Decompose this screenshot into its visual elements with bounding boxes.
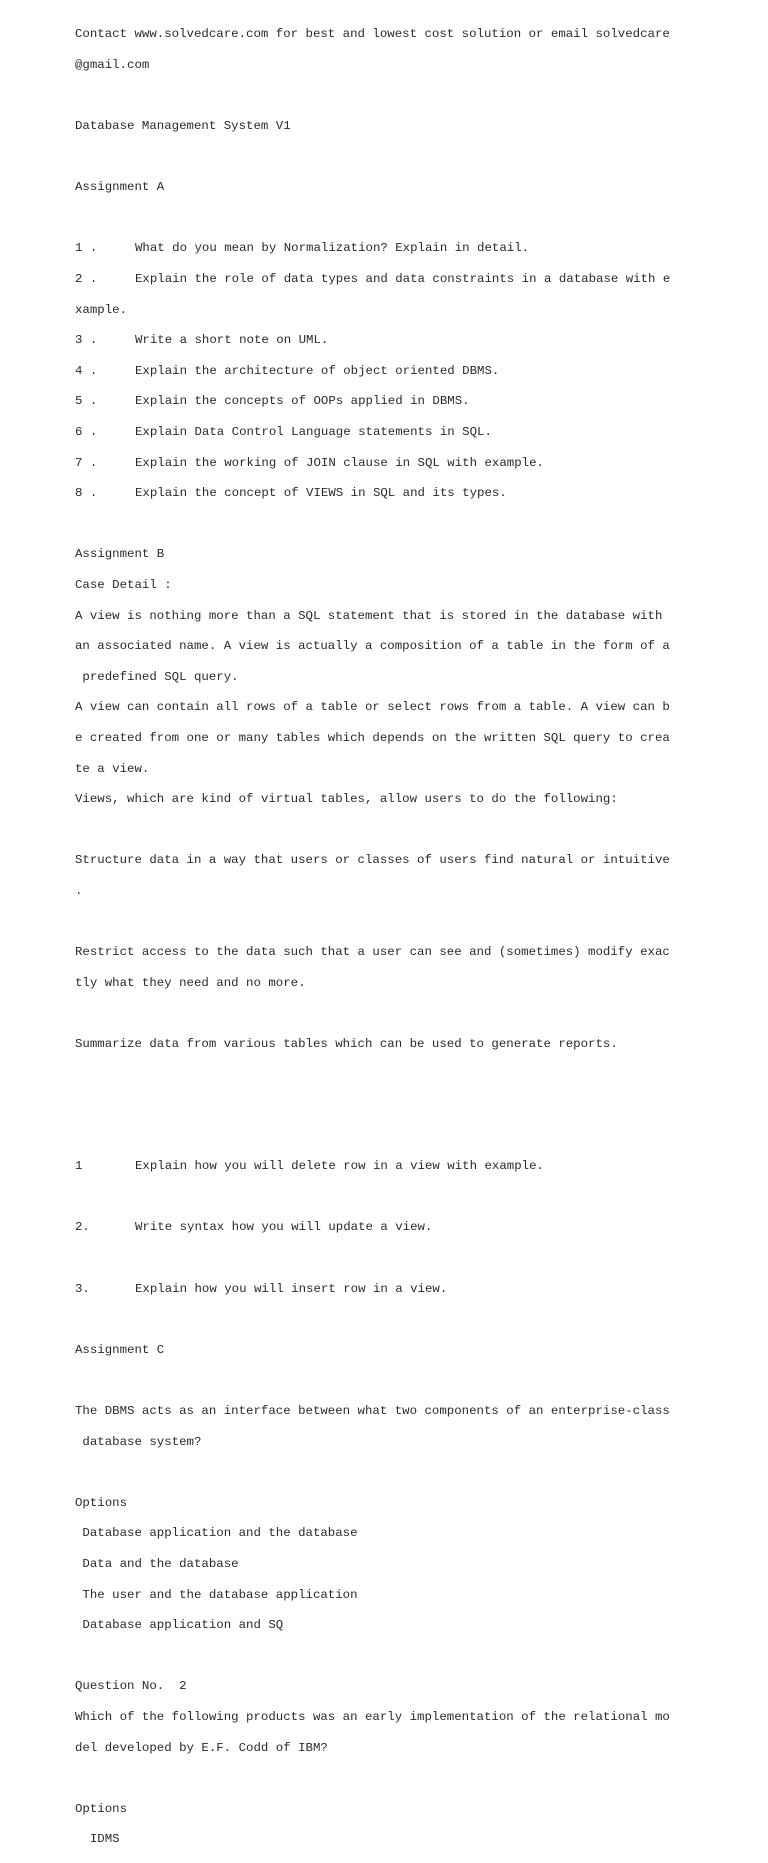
question-item: [75, 1282, 675, 1297]
question-text: database system?: [75, 1434, 202, 1449]
question-item: [75, 425, 675, 440]
case-line: A view can contain all rows of a table or select rows from a table. A view can b: [75, 700, 670, 715]
view-point: Summarize data from various tables which can be used to generate reports.: [75, 1036, 618, 1051]
question-number: 2.: [75, 1220, 90, 1235]
case-line: predefined SQL query.: [75, 669, 239, 684]
view-point: Structure data in a way that users or classes of users find natural or intuitive: [75, 853, 670, 868]
question-text: del developed by E.F. Codd of IBM?: [75, 1740, 328, 1755]
question-text: Explain the role of data types and data constraints in a database with e: [135, 272, 671, 287]
assignment-c-heading: Assignment C: [75, 1342, 165, 1357]
question-item: [75, 241, 675, 256]
question-text-continued: xample.: [75, 302, 128, 317]
question-number: 1: [75, 1159, 83, 1174]
question-text: Write a short note on UML.: [135, 333, 329, 348]
contact-line: @gmail.com: [75, 57, 150, 72]
case-line: an associated name. A view is actually a composition of a table in the form of a: [75, 639, 670, 654]
question-item: [75, 1220, 675, 1235]
view-point: Restrict access to the data such that a user can see and (sometimes) modify exac: [75, 945, 670, 960]
question-item: [75, 486, 675, 501]
assignment-b-heading: Assignment B: [75, 547, 165, 562]
question-item: [75, 272, 675, 287]
question-text: Write syntax how you will update a view.: [135, 1220, 433, 1235]
option-item: Database application and SQ: [75, 1618, 284, 1633]
question-number: 2 .: [75, 272, 98, 287]
question-text: Which of the following products was an early implementation of the relational mo: [75, 1709, 670, 1724]
case-line: te a view.: [75, 761, 150, 776]
question-item: [75, 364, 675, 379]
question-item: [75, 394, 675, 409]
question-text: Explain the concept of VIEWS in SQL and its types.: [135, 486, 507, 501]
question-number: 6 .: [75, 425, 98, 440]
option-item: IDMS: [75, 1832, 120, 1847]
question-number: 3.: [75, 1281, 90, 1296]
option-item: Data and the database: [75, 1556, 239, 1571]
question-text: Explain the architecture of object oriented DBMS.: [135, 363, 500, 378]
question-item: [75, 333, 675, 348]
question-number-label: Question No. 2: [75, 1679, 187, 1694]
question-text: Explain the working of JOIN clause in SQL with example.: [135, 455, 544, 470]
question-number: 1 .: [75, 241, 98, 256]
view-point: tly what they need and no more.: [75, 975, 306, 990]
question-text: Explain Data Control Language statements in SQL.: [135, 425, 492, 440]
question-text: Explain how you will insert row in a view.: [135, 1281, 448, 1296]
view-point: .: [75, 883, 83, 898]
options-label: Options: [75, 1801, 128, 1816]
case-line: Views, which are kind of virtual tables, allow users to do the following:: [75, 792, 618, 807]
option-item: The user and the database application: [75, 1587, 358, 1602]
question-item: [75, 1159, 675, 1174]
question-number: 4 .: [75, 363, 98, 378]
question-number: 8 .: [75, 486, 98, 501]
question-text: What do you mean by Normalization? Explain in detail.: [135, 241, 530, 256]
question-item: [75, 456, 675, 471]
option-item: Database application and the database: [75, 1526, 358, 1541]
question-number: 7 .: [75, 455, 98, 470]
assignment-a-heading: Assignment A: [75, 180, 165, 195]
question-number: 5 .: [75, 394, 98, 409]
contact-line: Contact www.solvedcare.com for best and lowest cost solution or email solvedcare: [75, 27, 670, 42]
question-text: Explain how you will delete row in a view with example.: [135, 1159, 544, 1174]
case-detail-label: Case Detail :: [75, 577, 172, 592]
options-label: Options: [75, 1495, 128, 1510]
question-text: The DBMS acts as an interface between what two components of an enterprise-class: [75, 1404, 670, 1419]
document-title: Database Management System V1: [75, 119, 291, 134]
document-page: [75, 12, 675, 1863]
case-line: A view is nothing more than a SQL statement that is stored in the database with: [75, 608, 663, 623]
question-number: 3 .: [75, 333, 98, 348]
case-line: e created from one or many tables which depends on the written SQL query to crea: [75, 730, 670, 745]
question-text: Explain the concepts of OOPs applied in DBMS.: [135, 394, 470, 409]
